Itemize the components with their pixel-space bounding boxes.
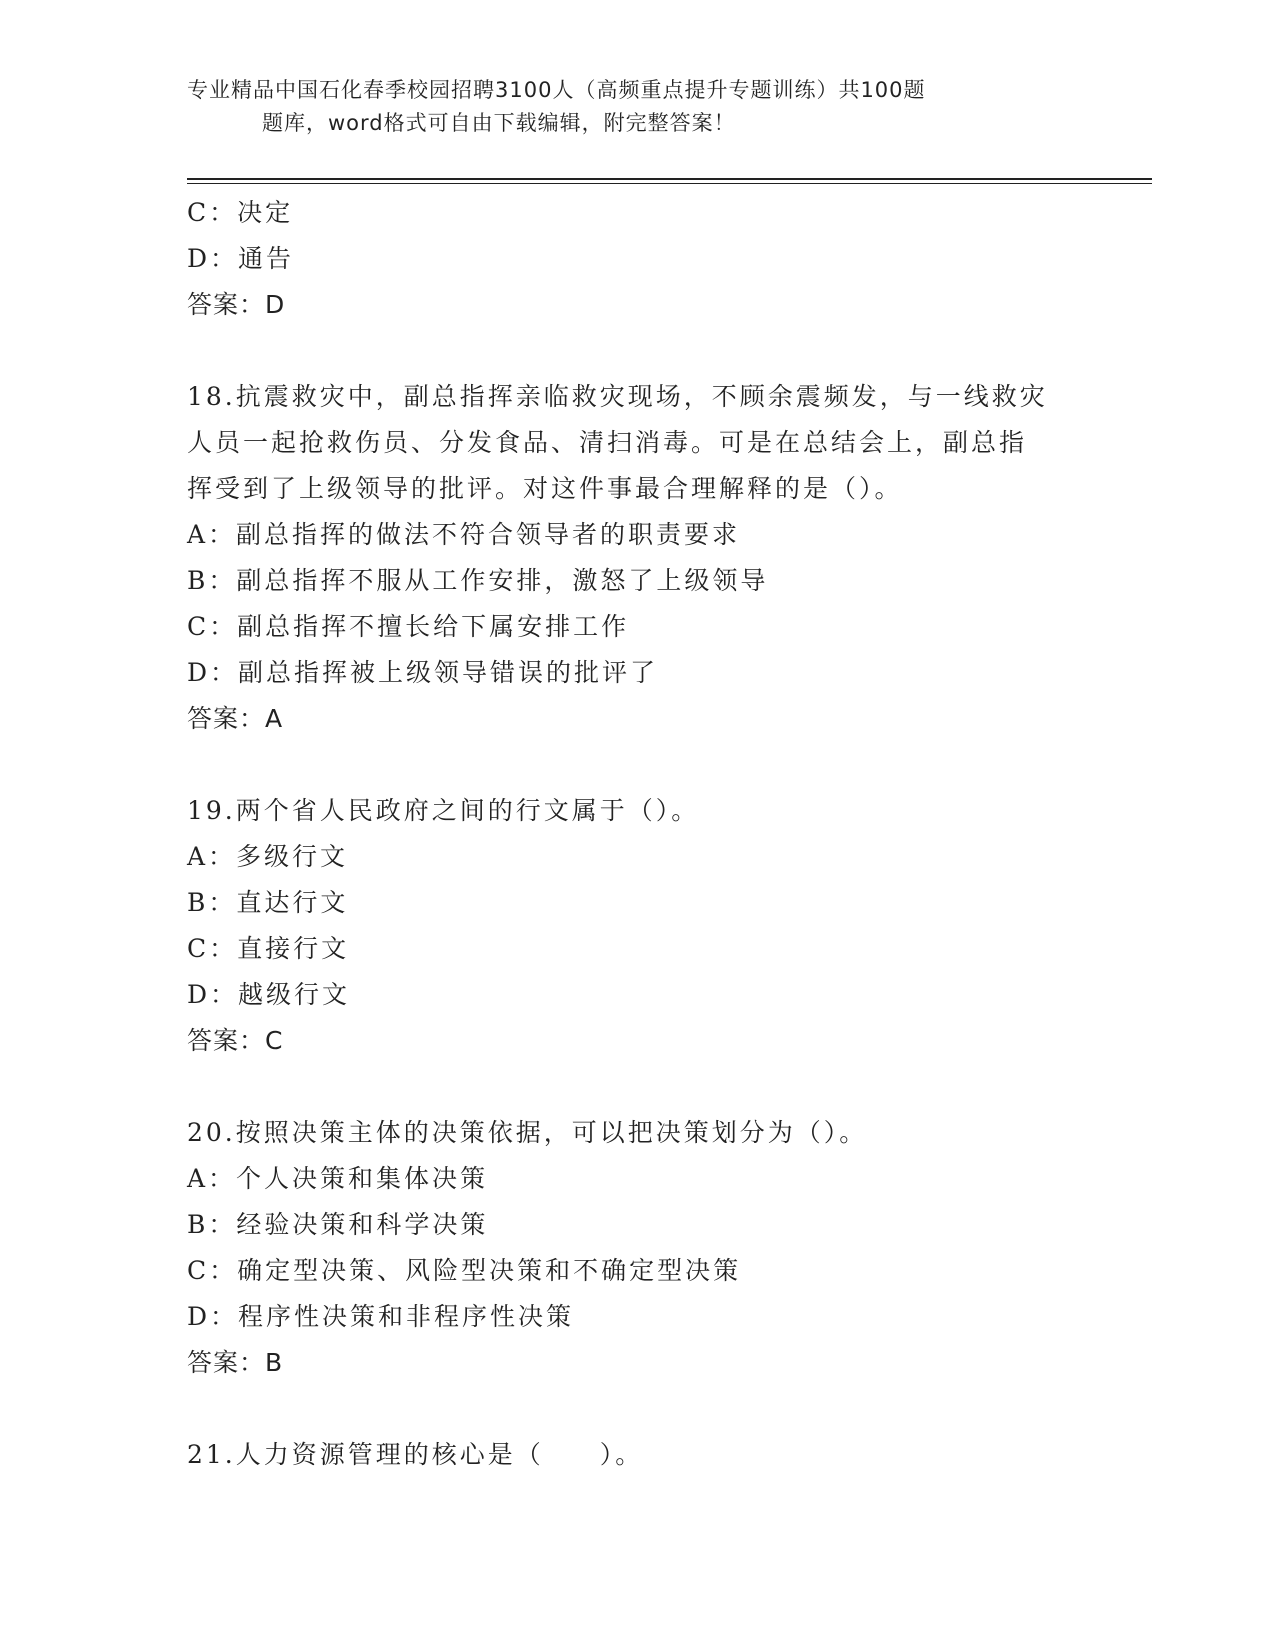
question-20	[187, 1110, 1077, 1386]
option-b: B：直达行文	[187, 888, 349, 917]
question-stem-line: 20.按照决策主体的决策依据，可以把决策划分为（）。	[187, 1118, 868, 1147]
option-b: B：经验决策和科学决策	[187, 1210, 489, 1239]
header-rule-thick	[187, 178, 1152, 180]
option-d: D：程序性决策和非程序性决策	[187, 1302, 575, 1331]
answer-line: 答案：A	[187, 704, 284, 733]
question-stem-line: 19.两个省人民政府之间的行文属于（）。	[187, 796, 700, 825]
option-b: B：副总指挥不服从工作安排，激怒了上级领导	[187, 566, 769, 595]
question-18	[187, 374, 1077, 742]
option-a: A：多级行文	[187, 842, 349, 871]
question-19	[187, 788, 1077, 1064]
header-title-line-2: 题库，word格式可自由下载编辑，附完整答案！	[262, 111, 736, 135]
question-stem-line: 人员一起抢救伤员、分发食品、清扫消毒。可是在总结会上，副总指	[187, 428, 1028, 457]
spacer	[187, 742, 1087, 788]
document-header	[187, 74, 1127, 140]
option-c: C：副总指挥不擅长给下属安排工作	[187, 612, 630, 641]
answer-line: 答案：C	[187, 1026, 284, 1055]
question-17-continuation	[187, 190, 1077, 328]
spacer	[187, 1064, 1087, 1110]
answer-line: 答案：B	[187, 1348, 284, 1377]
option-d: D：通告	[187, 244, 295, 273]
question-stem-line: 18.抗震救灾中，副总指挥亲临救灾现场，不顾余震频发，与一线救灾	[187, 382, 1048, 411]
question-21	[187, 1432, 1077, 1478]
option-d: D：越级行文	[187, 980, 351, 1009]
option-c: C：确定型决策、风险型决策和不确定型决策	[187, 1256, 742, 1285]
option-c: C：直接行文	[187, 934, 350, 963]
header-title-line-1: 专业精品中国石化春季校园招聘3100人（高频重点提升专题训练）共100题	[187, 78, 926, 102]
option-c: C：决定	[187, 198, 294, 227]
option-a: A：副总指挥的做法不符合领导者的职责要求	[187, 520, 741, 549]
header-rule-thin	[187, 183, 1152, 184]
option-d: D：副总指挥被上级领导错误的批评了	[187, 658, 659, 687]
answer-line: 答案：D	[187, 290, 286, 319]
option-a: A：个人决策和集体决策	[187, 1164, 489, 1193]
document-body	[187, 190, 1087, 1478]
spacer	[187, 1386, 1087, 1432]
question-stem-line: 挥受到了上级领导的批评。对这件事最合理解释的是（）。	[187, 474, 903, 503]
question-stem-line: 21.人力资源管理的核心是（ ）。	[187, 1440, 644, 1469]
spacer	[187, 328, 1087, 374]
